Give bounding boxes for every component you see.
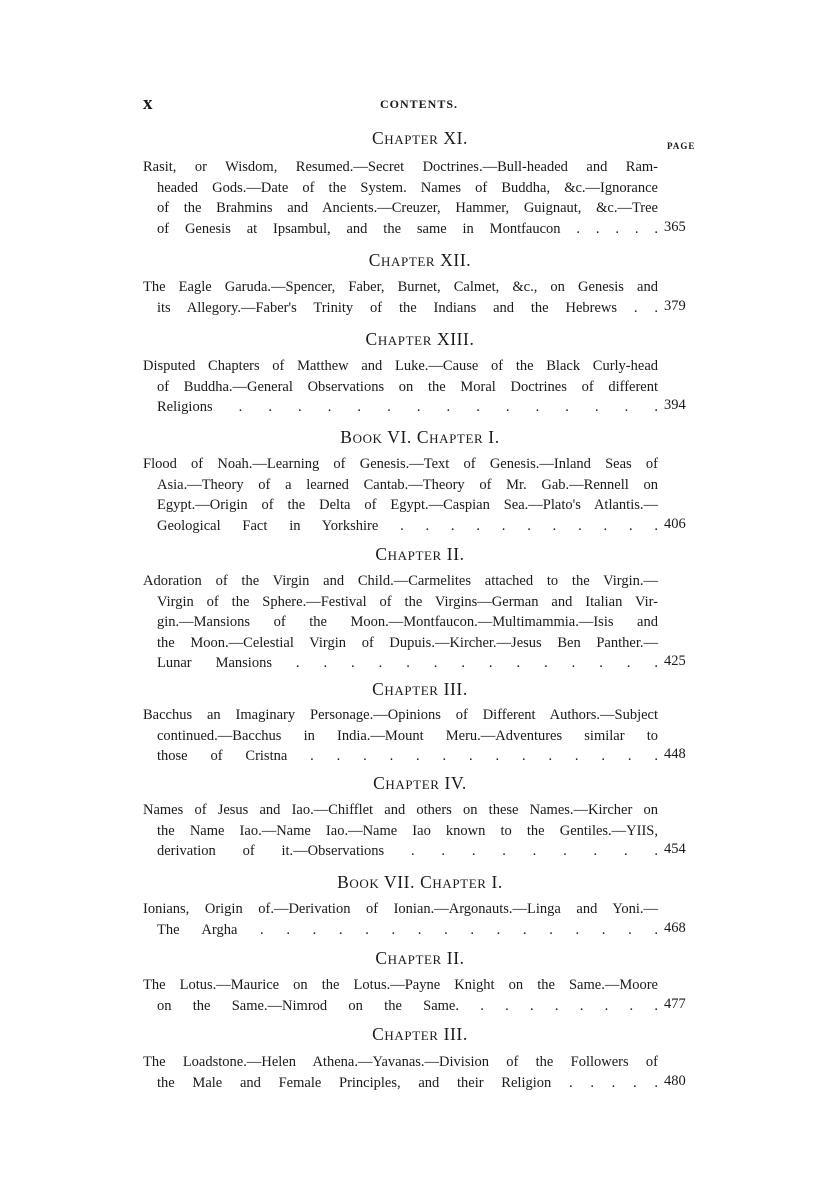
summary-line: The Lotus.—Maurice on the Lotus.—Payne Knight on the Same.—Moore — [143, 977, 658, 993]
chapter-summary — [143, 705, 658, 767]
summary-line: The Loadstone.—Helen Athena.—Yavanas.—Division of the Followers of — [143, 1054, 658, 1070]
summary-line: on the Same.—Nimrod on the Same. . . . . . . . . — [157, 997, 658, 1014]
page-reference: 379 — [664, 298, 686, 314]
chapter-summary — [143, 975, 658, 1016]
page-reference: 425 — [664, 653, 686, 669]
page-reference: 468 — [664, 920, 686, 936]
page-number: x — [143, 93, 153, 114]
chapter-summary — [143, 277, 658, 318]
page-reference: 448 — [664, 746, 686, 762]
summary-line: Disputed Chapters of Matthew and Luke.—Cause of the Black Curly-head — [143, 358, 658, 374]
summary-line: derivation of it.—Observations . . . . . . . . . — [157, 843, 658, 859]
page-reference: 406 — [664, 516, 686, 532]
summary-line: Adoration of the Virgin and Child.—Carmelites attached to the Virgin.— — [143, 573, 658, 589]
chapter-heading: CHAPTER XIII. — [365, 329, 475, 349]
summary-line: Lunar Mansions . . . . . . . . . . . . . . — [157, 655, 658, 671]
summary-line: The Eagle Garuda.—Spencer, Faber, Burnet, Calmet, &c., on Genesis and — [143, 279, 658, 295]
page-column-label: PAGE — [667, 141, 696, 151]
chapter-heading: BOOK VI. CHAPTER I. — [340, 427, 500, 447]
chapter-heading: CHAPTER III. — [372, 679, 468, 699]
page-reference: 480 — [664, 1073, 686, 1089]
summary-line: its Allegory.—Faber's Trinity of the Indians and the Hebrews . . — [157, 299, 658, 316]
running-title: CONTENTS. — [380, 97, 459, 111]
summary-line: The Argha . . . . . . . . . . . . . . . . — [157, 921, 658, 938]
chapter-summary — [143, 1052, 658, 1093]
summary-line: Flood of Noah.—Learning of Genesis.—Text of Genesis.—Inland Seas of — [143, 456, 658, 472]
summary-line: of the Brahmins and Ancients.—Creuzer, Hammer, Guignaut, &c.—Tree — [157, 200, 658, 216]
summary-line: those of Cristna . . . . . . . . . . . . . . — [157, 748, 658, 764]
summary-line: Religions . . . . . . . . . . . . . . . — [157, 399, 658, 415]
chapter-heading: CHAPTER III. — [372, 1024, 468, 1044]
summary-line: headed Gods.—Date of the System. Names of Buddha, &c.—Ignorance — [157, 179, 658, 196]
summary-line: Names of Jesus and Iao.—Chifflet and others on these Names.—Kircher on — [143, 802, 658, 818]
chapter-summary — [143, 800, 658, 862]
chapter-heading: CHAPTER II. — [375, 948, 465, 968]
summary-line: Asia.—Theory of a learned Cantab.—Theory of Mr. Gab.—Rennell on — [157, 476, 658, 493]
summary-line: continued.—Bacchus in India.—Mount Meru.—Adventures similar to — [157, 727, 658, 744]
chapter-heading: CHAPTER XII. — [368, 250, 472, 270]
page-reference: 394 — [664, 397, 686, 413]
page-reference: 477 — [664, 996, 686, 1012]
summary-line: of Genesis at Ipsambul, and the same in Montfaucon . . . . . — [157, 220, 658, 237]
chapter-summary — [143, 157, 658, 239]
summary-line: the Moon.—Celestial Virgin of Dupuis.—Kircher.—Jesus Ben Panther.— — [157, 634, 658, 651]
chapter-summary — [143, 356, 658, 418]
summary-line: Rasit, or Wisdom, Resumed.—Secret Doctrines.—Bull-headed and Ram- — [143, 159, 658, 175]
page-reference: 454 — [664, 841, 686, 857]
summary-line: of Buddha.—General Observations on the Moral Doctrines of different — [157, 378, 658, 395]
summary-line: the Male and Female Principles, and their Religion . . . . . — [157, 1074, 658, 1091]
chapter-heading: CHAPTER II. — [375, 544, 465, 564]
summary-line: Geological Fact in Yorkshire . . . . . . . . . . . — [157, 517, 658, 534]
summary-line: Bacchus an Imaginary Personage.—Opinions of Different Authors.—Subject — [143, 707, 658, 723]
summary-line: Virgin of the Sphere.—Festival of the Virgins—German and Italian Vir- — [157, 593, 658, 610]
summary-line: gin.—Mansions of the Moon.—Montfaucon.—Multimammia.—Isis and — [157, 614, 658, 630]
summary-line: Egypt.—Origin of the Delta of Egypt.—Caspian Sea.—Plato's Atlantis.— — [157, 497, 658, 513]
chapter-summary — [143, 454, 658, 536]
chapter-heading: CHAPTER XI. — [371, 128, 469, 148]
summary-line: Ionians, Origin of.—Derivation of Ionian.—Argonauts.—Linga and Yoni.— — [143, 901, 658, 917]
chapter-heading: CHAPTER IV. — [373, 773, 467, 793]
page-reference: 365 — [664, 219, 686, 235]
chapter-summary — [143, 571, 658, 674]
chapter-heading: BOOK VII. CHAPTER I. — [337, 872, 503, 892]
chapter-summary — [143, 899, 658, 940]
summary-line: the Name Iao.—Name Iao.—Name Iao known to the Gentiles.—YIIS, — [157, 822, 658, 839]
